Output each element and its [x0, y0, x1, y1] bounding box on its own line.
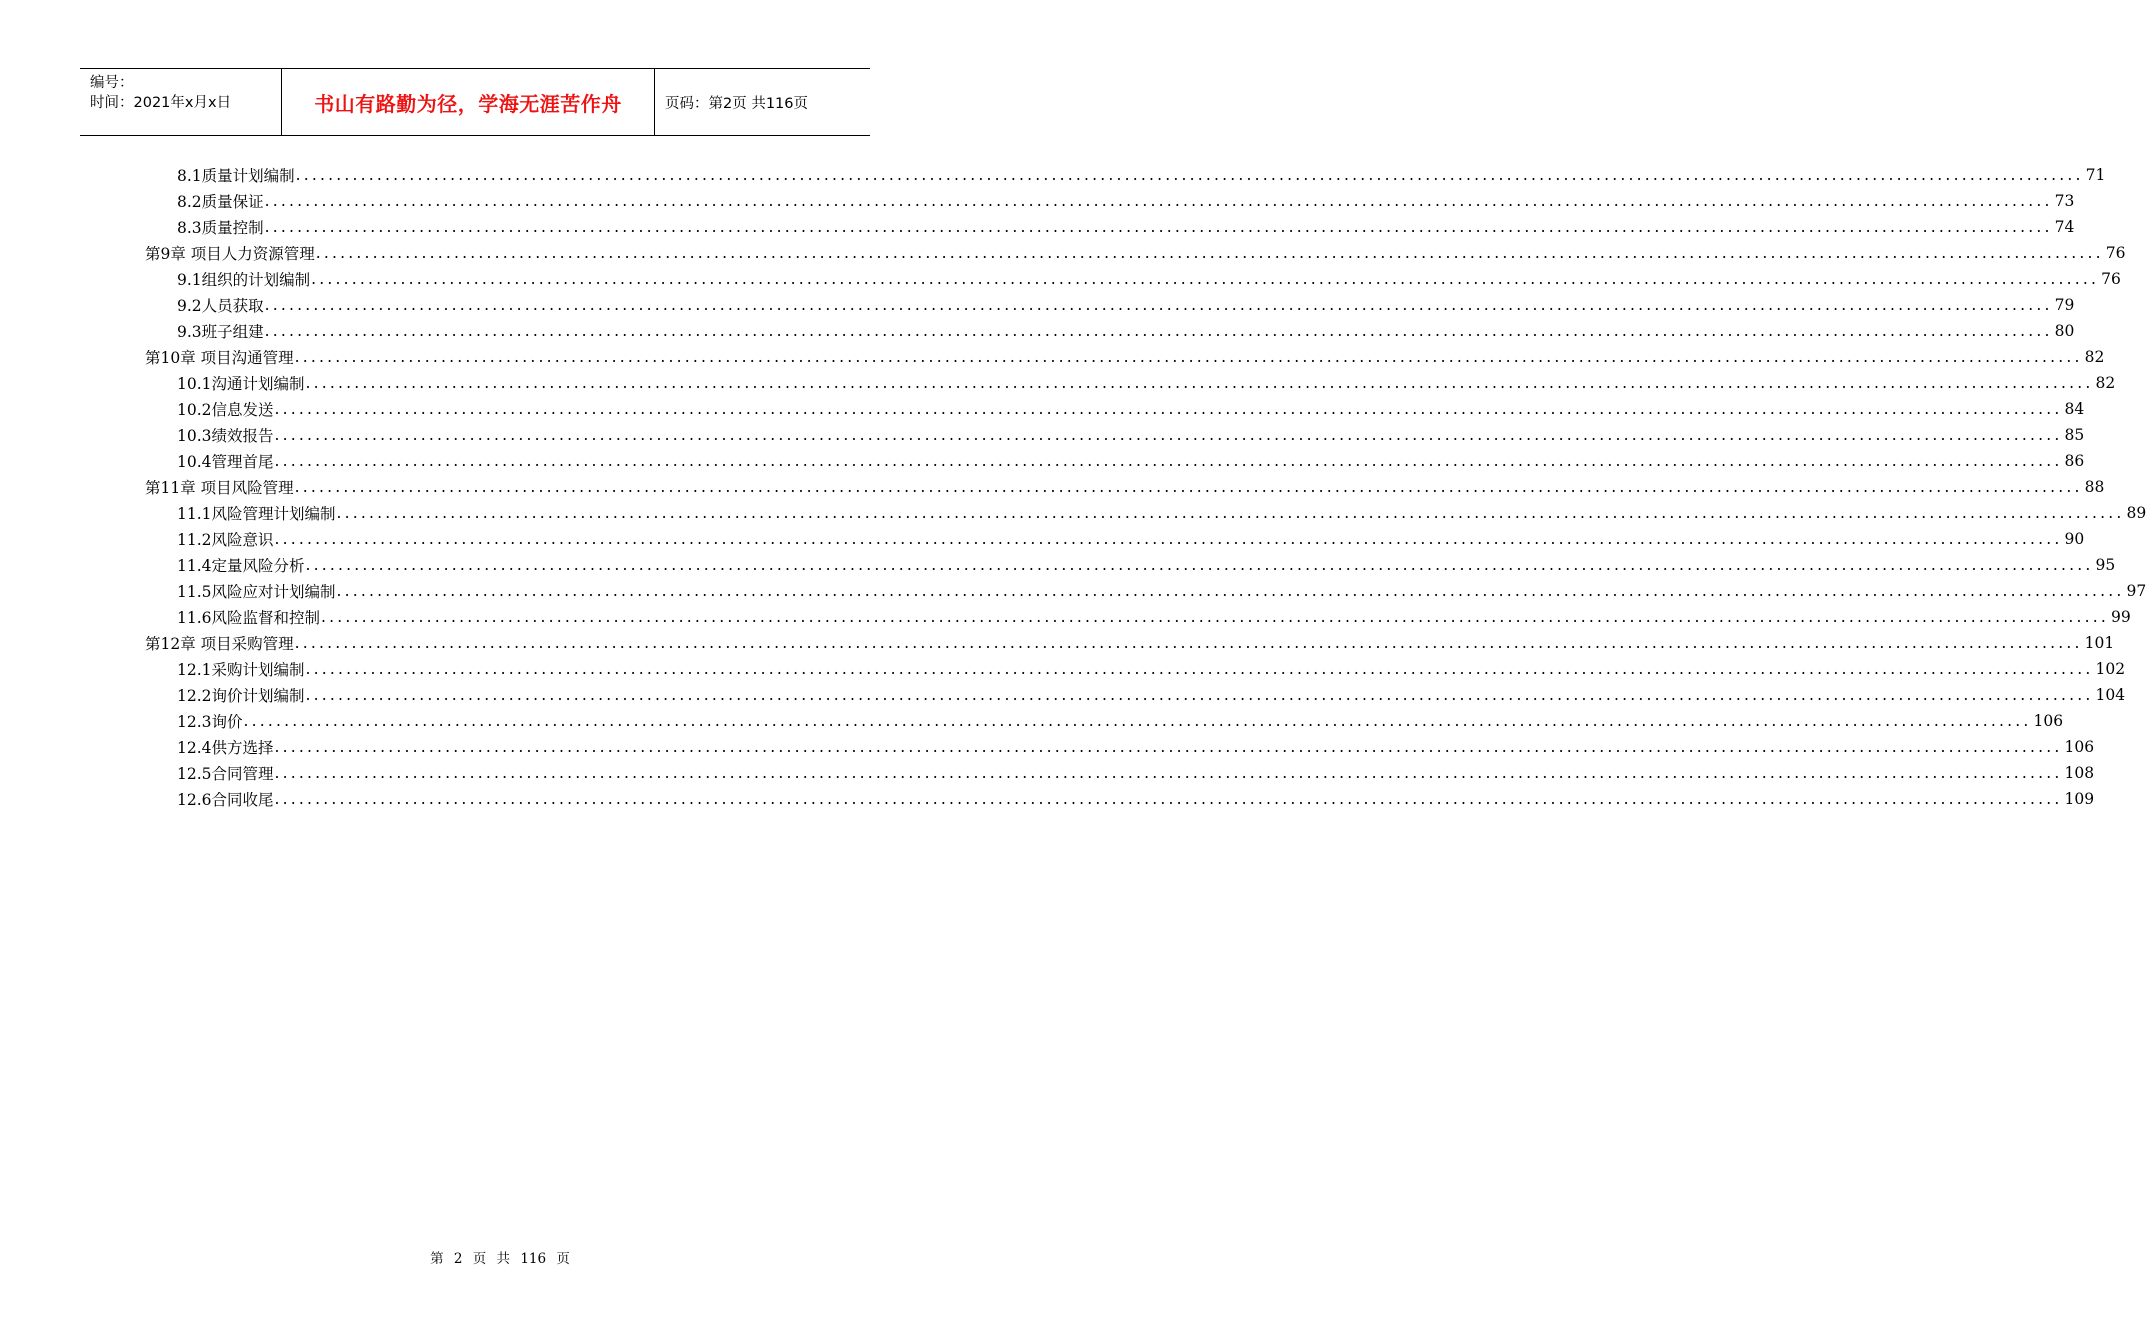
toc-entry-page: 82 [2095, 374, 2116, 392]
toc-entry-page: 84 [2064, 400, 2085, 418]
toc-entry-page: 76 [2101, 270, 2121, 288]
toc-entry-page: 88 [2084, 478, 2105, 496]
toc-dot-leader: ............................................................................................................................................................................................................................ [305, 374, 2094, 392]
toc-entry-title: 第12章 项目采购管理 [145, 635, 294, 653]
toc-entry-page: 97 [2126, 582, 2146, 600]
toc-entry-page: 108 [2064, 764, 2095, 782]
toc-entry[interactable] [177, 682, 2126, 708]
toc-entry[interactable] [177, 422, 2085, 448]
toc-entry[interactable] [177, 604, 2131, 630]
toc-entry-title: 9.1组织的计划编制 [177, 271, 311, 289]
toc-entry-title: 9.2人员获取 [177, 297, 264, 315]
toc-dot-leader: ............................................................................................................................................................................................................................ [264, 322, 2053, 340]
toc-entry-title: 第11章 项目风险管理 [145, 479, 294, 497]
toc-dot-leader: ............................................................................................................................................................................................................................ [274, 738, 2063, 756]
toc-entry-page: 106 [2064, 738, 2095, 756]
toc-entry[interactable] [177, 396, 2085, 422]
toc-dot-leader: ............................................................................................................................................................................................................................ [274, 790, 2063, 808]
toc-entry-title: 12.5合同管理 [177, 765, 274, 783]
toc-entry-page: 95 [2095, 556, 2116, 574]
page-header [80, 68, 870, 136]
toc-entry-title: 12.2询价计划编制 [177, 687, 305, 705]
toc-entry-page: 80 [2054, 322, 2075, 340]
toc-entry-page: 99 [2110, 608, 2131, 626]
toc-dot-leader: ............................................................................................................................................................................................................................ [274, 452, 2063, 470]
header-page-info: 页码：第2页 共116页 [665, 95, 809, 112]
toc-entry-page: 101 [2084, 634, 2115, 652]
toc-entry-page: 82 [2084, 348, 2105, 366]
toc-entry[interactable] [177, 292, 2075, 318]
toc-dot-leader: ............................................................................................................................................................................................................................ [336, 504, 2125, 522]
toc-dot-leader: ............................................................................................................................................................................................................................ [243, 712, 2032, 730]
toc-entry-title: 第9章 项目人力资源管理 [145, 245, 315, 263]
toc-entry-title: 8.2质量保证 [177, 193, 264, 211]
document-number-label: 编号： [90, 75, 134, 91]
toc-entry-title: 12.6合同收尾 [177, 791, 274, 809]
toc-entry-title: 8.1质量计划编制 [177, 167, 295, 185]
toc-entry-title: 11.2风险意识 [177, 531, 274, 549]
toc-dot-leader: ............................................................................................................................................................................................................................ [274, 764, 2063, 782]
toc-dot-leader: ............................................................................................................................................................................................................................ [274, 530, 2063, 548]
toc-entry-page: 74 [2054, 218, 2075, 236]
toc-dot-leader: ............................................................................................................................................................................................................................ [305, 686, 2094, 704]
toc-entry[interactable] [177, 734, 2095, 760]
toc-entry[interactable] [177, 708, 2064, 734]
toc-entry[interactable] [177, 552, 2116, 578]
toc-entry-title: 11.6风险监督和控制 [177, 609, 321, 627]
toc-entry[interactable] [177, 370, 2116, 396]
toc-entry[interactable] [177, 188, 2075, 214]
toc-entry-page: 106 [2033, 712, 2064, 730]
toc-entry[interactable] [145, 630, 2115, 656]
toc-entry[interactable] [177, 448, 2085, 474]
toc-entry[interactable] [177, 656, 2126, 682]
toc-entry[interactable] [177, 500, 2146, 526]
toc-entry[interactable] [145, 474, 2105, 500]
toc-entry-page: 71 [2085, 166, 2106, 184]
toc-entry-title: 11.5风险应对计划编制 [177, 583, 336, 601]
toc-entry-title: 12.4供方选择 [177, 739, 274, 757]
toc-entry[interactable] [177, 214, 2075, 240]
toc-entry-title: 12.3询价 [177, 713, 243, 731]
toc-entry-title: 8.3质量控制 [177, 219, 264, 237]
toc-dot-leader: ............................................................................................................................................................................................................................ [295, 166, 2084, 184]
toc-entry-page: 109 [2064, 790, 2095, 808]
toc-entry-title: 第10章 项目沟通管理 [145, 349, 294, 367]
toc-entry-page: 89 [2126, 504, 2146, 522]
toc-entry-title: 10.4管理首尾 [177, 453, 274, 471]
toc-dot-leader: ............................................................................................................................................................................................................................ [321, 608, 2109, 626]
toc-entry[interactable] [177, 578, 2146, 604]
toc-entry-title: 10.3绩效报告 [177, 427, 274, 445]
toc-dot-leader: ............................................................................................................................................................................................................................ [305, 660, 2094, 678]
toc-entry-title: 10.1沟通计划编制 [177, 375, 305, 393]
toc-dot-leader: ............................................................................................................................................................................................................................ [294, 348, 2083, 366]
toc-dot-leader: ............................................................................................................................................................................................................................ [311, 270, 2100, 288]
toc-entry-title: 12.1采购计划编制 [177, 661, 305, 679]
toc-entry-title: 11.4定量风险分析 [177, 557, 305, 575]
toc-entry[interactable] [177, 162, 2106, 188]
page-footer: 第 2 页 共 116 页 [430, 1251, 570, 1267]
toc-entry-page: 73 [2054, 192, 2075, 210]
document-time-label: 时间：2021年x月x日 [90, 95, 232, 111]
toc-entry-page: 86 [2064, 452, 2085, 470]
toc-entry[interactable] [145, 240, 2126, 266]
toc-entry-page: 104 [2095, 686, 2126, 704]
toc-entry-page: 76 [2105, 244, 2126, 262]
header-meta [80, 69, 282, 135]
toc-dot-leader: ............................................................................................................................................................................................................................ [274, 426, 2063, 444]
toc-entry-page: 102 [2095, 660, 2126, 678]
toc-dot-leader: ............................................................................................................................................................................................................................ [264, 192, 2053, 210]
toc-entry[interactable] [177, 526, 2085, 552]
toc-entry-page: 79 [2054, 296, 2075, 314]
toc-entry-title: 11.1风险管理计划编制 [177, 505, 336, 523]
toc-entry-title: 9.3班子组建 [177, 323, 264, 341]
toc-entry[interactable] [177, 786, 2095, 812]
toc-dot-leader: ............................................................................................................................................................................................................................ [305, 556, 2094, 574]
toc-dot-leader: ............................................................................................................................................................................................................................ [274, 400, 2063, 418]
toc-dot-leader: ............................................................................................................................................................................................................................ [294, 634, 2083, 652]
toc-entry-page: 85 [2064, 426, 2085, 444]
toc-entry[interactable] [177, 266, 2121, 292]
toc-dot-leader: ............................................................................................................................................................................................................................ [294, 478, 2083, 496]
toc-entry[interactable] [177, 760, 2095, 786]
toc-entry[interactable] [145, 344, 2105, 370]
toc-dot-leader: ............................................................................................................................................................................................................................ [264, 296, 2053, 314]
header-motto: 书山有路勤为径，学海无涯苦作舟 [282, 69, 655, 135]
toc-dot-leader: ............................................................................................................................................................................................................................ [315, 244, 2104, 262]
toc-entry-page: 90 [2064, 530, 2085, 548]
toc-dot-leader: ............................................................................................................................................................................................................................ [264, 218, 2053, 236]
toc-entry[interactable] [177, 318, 2075, 344]
toc-dot-leader: ............................................................................................................................................................................................................................ [336, 582, 2125, 600]
toc-entry-title: 10.2信息发送 [177, 401, 274, 419]
